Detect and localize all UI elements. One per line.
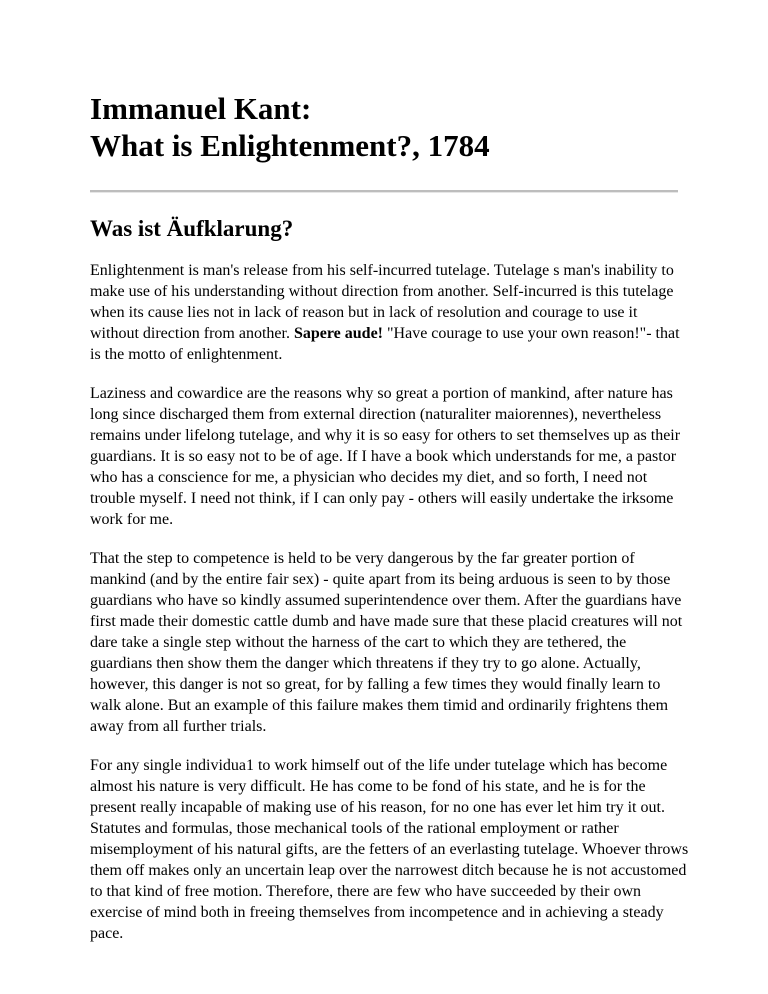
paragraph-1: [90, 260, 690, 365]
title-line-2: What is Enlightenment?, 1784: [90, 128, 490, 163]
title-line-1: Immanuel Kant:: [90, 91, 312, 126]
paragraph-2: Laziness and cowardice are the reasons why so great a portion of mankind, after nature has long since discharged them from external direction (naturaliter maiorennes), nevertheless remains under lifelong tutelage, and why it is so easy for others to set themselves up as their guardians. It is so easy not to be of age. If I have a book which understands for me, a pastor who has a conscience for me, a physician who decides my diet, and so forth, I need not trouble myself. I need not think, if I can only pay - others will easily undertake the irksome work for me.: [90, 385, 681, 528]
page-title: [90, 90, 490, 164]
paragraph-1-text-before: Enlightenment is man's release from his self-incurred tutelage. Tutelage s man's inability to make use of his understanding without direction from another. Self-incurred is this tutelage when its cause lies not in lack of reason but in lack of resolution and courage to use it without direction from another.: [90, 262, 674, 342]
article-body: [90, 260, 690, 962]
section-heading: Was ist Äufklarung?: [90, 216, 294, 241]
paragraph-4: For any single individua1 to work himself out of the life under tutelage which has become almost his nature is very difficult. He has come to be fond of his state, and he is for the present really incapable of making use of his reason, for no one has ever let him try it out. Statutes and formulas, those mechanical tools of the rational employment or rather misemployment of his natural gifts, are the fetters of an everlasting tutelage. Whoever throws them off makes only an uncertain leap over the narrowest ditch because he is not accustomed to that kind of free motion. Therefore, there are few who have succeeded by their own exercise of mind both in freeing themselves from incompetence and in achieving a steady pace.: [90, 757, 689, 942]
paragraph-1-text-after: "Have courage to use your own reason!"- that is the motto of enlightenment.: [90, 325, 680, 363]
motto-bold: Sapere aude!: [293, 325, 383, 342]
horizontal-rule: [90, 190, 678, 193]
paragraph-3: That the step to competence is held to be very dangerous by the far greater portion of mankind (and by the entire fair sex) - quite apart from its being arduous is seen to by those guardians who have so kindly assumed superintendence over them. After the guardians have first made their domestic cattle dumb and have made sure that these placid creatures will not dare take a single step without the harness of the cart to which they are tethered, the guardians then show them the danger which threatens if they try to go alone. Actually, however, this danger is not so great, for by falling a few times they would finally learn to walk alone. But an example of this failure makes them timid and ordinarily frightens them away from all further trials.: [90, 550, 683, 735]
